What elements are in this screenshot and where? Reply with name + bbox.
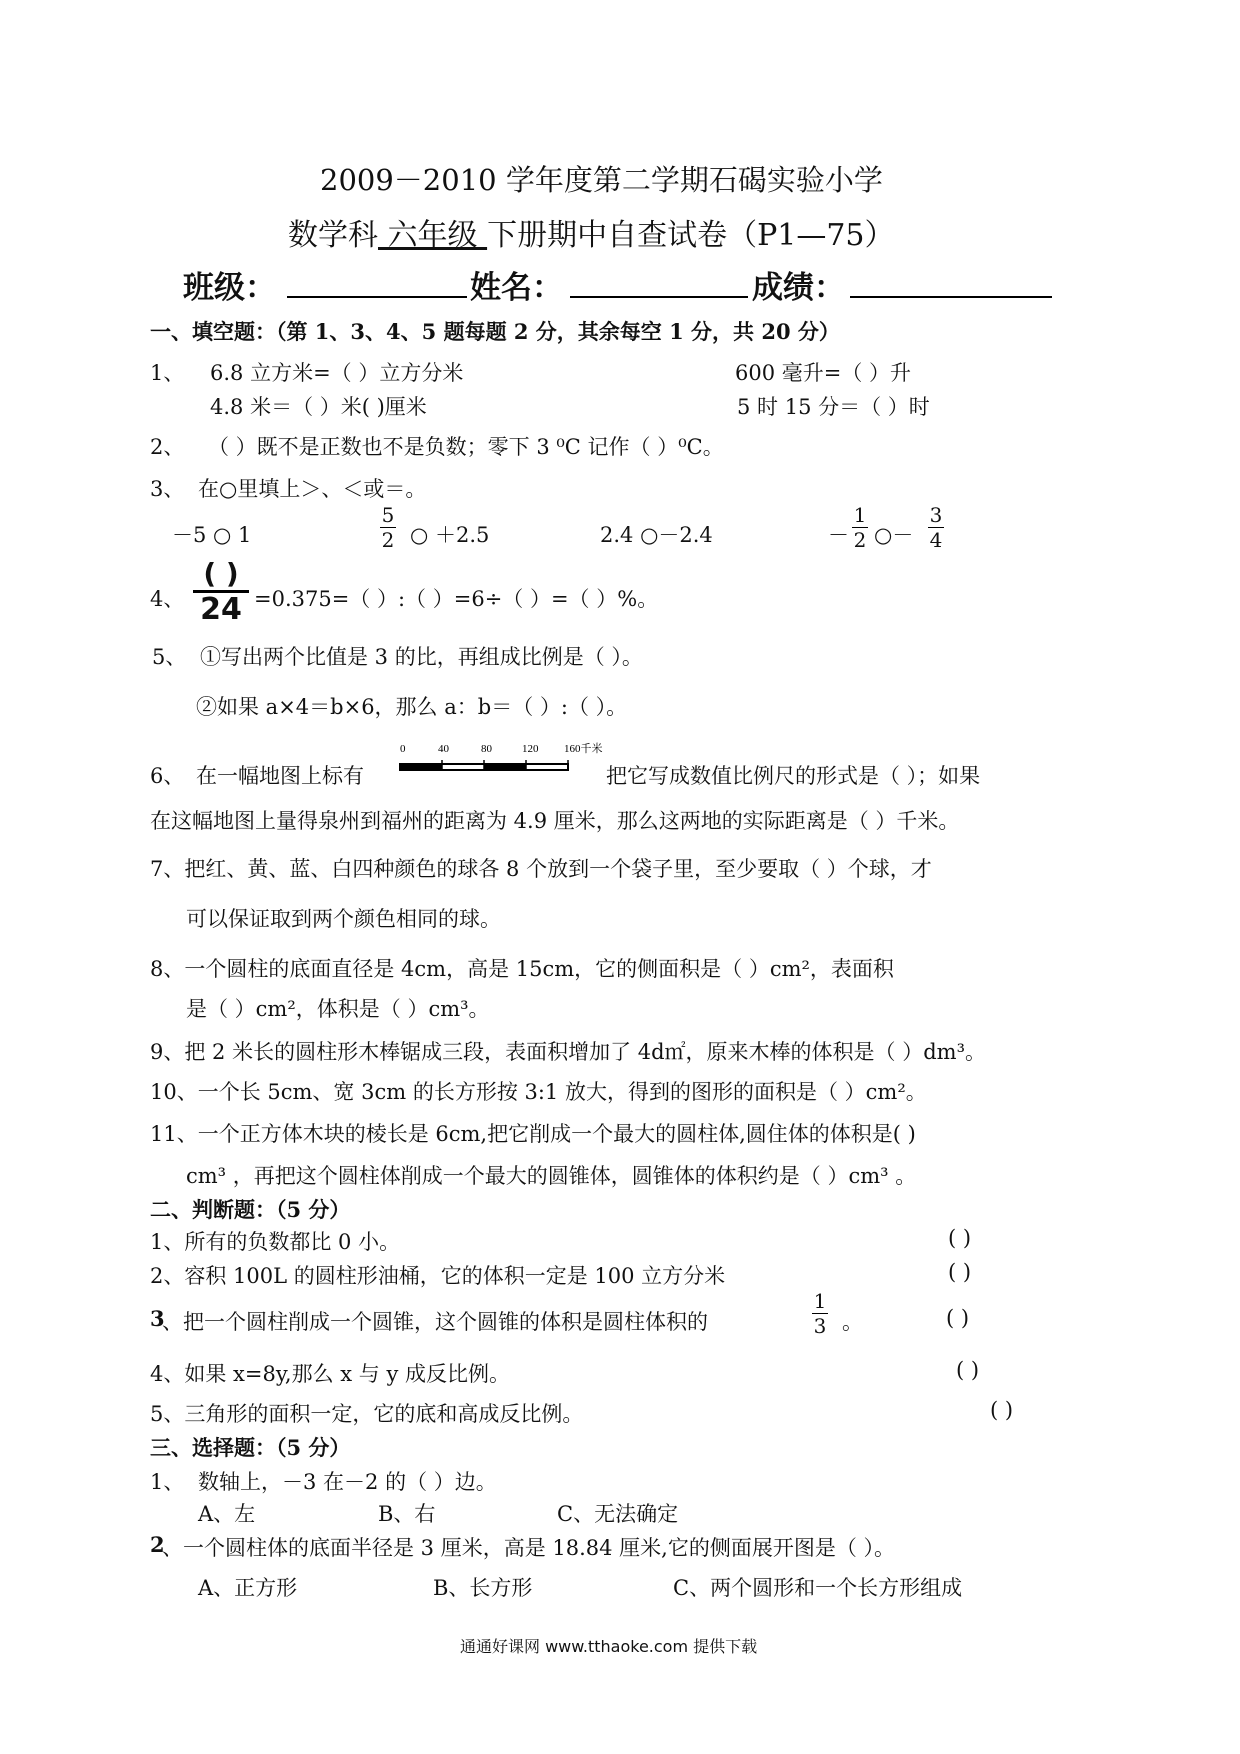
class-label: 班级： <box>183 270 276 306</box>
choice-q2-option-c[interactable]: C、两个圆形和一个长方形组成 <box>673 1576 963 1600</box>
svg-text:120: 120 <box>522 743 539 755</box>
section-1-heading: 一、填空题：（第 1、3、4、5 题每题 2 分，其余每空 1 分，共 20 分） <box>150 319 840 344</box>
q3-number: 3、 <box>150 477 185 501</box>
q6-text-c: 在这幅地图上量得泉州到福州的距离为 4.9 厘米，那么这两地的实际距离是（ ）千米。 <box>150 809 960 833</box>
choice-q1-option-b[interactable]: B、右 <box>378 1502 436 1526</box>
svg-text:160千米: 160千米 <box>564 743 603 755</box>
q9-text: 9、把 2 米长的圆柱形木棒锯成三段，表面积增加了 4d㎡，原来木棒的体积是（ ）dm³。 <box>150 1040 986 1064</box>
score-blank[interactable] <box>850 296 1052 298</box>
title-line-1: 2009－2010 学年度第二学期石碣实验小学 <box>320 163 883 197</box>
name-blank[interactable] <box>570 296 748 298</box>
q6-text-a: 在一幅地图上标有 <box>196 764 364 788</box>
q3-fraction-3-4: 3 4 <box>929 503 943 552</box>
title-exam: 下册期中自查试卷（P1—75） <box>487 218 895 253</box>
judge-q4: 4、如果 x=8y,那么 x 与 y 成反比例。 <box>150 1362 510 1386</box>
q10-text: 10、一个长 5cm、宽 3cm 的长方形按 3:1 放大，得到的图形的面积是（ ）cm²。 <box>150 1080 927 1104</box>
judge-q3-end: 。 <box>842 1310 863 1334</box>
q3-expr-3: 2.4 ○－2.4 <box>600 523 713 547</box>
q3-expr-4-sign: － <box>828 523 849 547</box>
q3-text: 在○里填上＞、＜或＝。 <box>198 477 427 501</box>
q4-fraction: ( ) 24 <box>193 560 249 625</box>
svg-text:80: 80 <box>481 743 492 755</box>
choice-q2-option-a[interactable]: A、正方形 <box>198 1576 298 1600</box>
choice-q1-option-c[interactable]: C、无法确定 <box>557 1502 679 1526</box>
q1-number: 1、 <box>150 361 185 385</box>
q3-expr-4-circle: ○－ <box>874 523 914 547</box>
svg-text:40: 40 <box>438 743 449 755</box>
q11-line-1: 11、一个正方体木块的棱长是 6cm,把它削成一个最大的圆柱体,圆住体的体积是( ) <box>150 1122 916 1146</box>
choice-q1: 数轴上，－3 在－2 的（ ）边。 <box>198 1470 497 1494</box>
judge-q3-number: 3 <box>150 1306 165 1331</box>
q8-line-1: 8、一个圆柱的底面直径是 4cm，高是 15cm，它的侧面积是（ ）cm²，表面积 <box>150 957 894 981</box>
q7-line-1: 7、把红、黄、蓝、白四种颜色的球各 8 个放到一个袋子里，至少要取（ ）个球，才 <box>150 857 932 881</box>
q1-part-d: 5 时 15 分＝（ ）时 <box>737 395 930 419</box>
title-subject: 数学科 <box>288 218 378 253</box>
q3-fraction-1-2: 1 2 <box>853 503 867 552</box>
q1-part-b: 600 毫升=（ ）升 <box>735 361 912 385</box>
q11-line-2: cm³ ，再把这个圆柱体削成一个最大的圆锥体，圆锥体的体积约是（ ）cm³ 。 <box>186 1164 917 1188</box>
q5-number: 5、 <box>152 645 187 669</box>
choice-q1-number: 1、 <box>150 1470 185 1494</box>
q1-part-a: 6.8 立方米=（ ）立方分米 <box>210 361 464 385</box>
q8-line-2: 是（ ）cm²，体积是（ ）cm³。 <box>186 997 490 1021</box>
q1-part-c: 4.8 米＝（ ）米( )厘米 <box>210 395 427 419</box>
footer-source: 通通好课网 www.tthaoke.com 提供下载 <box>460 1637 758 1656</box>
choice-q2-option-b[interactable]: B、长方形 <box>433 1576 533 1600</box>
judge-q2: 2、容积 100L 的圆柱形油桶，它的体积一定是 100 立方分米 <box>150 1264 726 1288</box>
q2-number: 2、 <box>150 435 185 459</box>
choice-q2-number: 2 <box>150 1532 165 1557</box>
map-scale-bar <box>398 738 603 780</box>
q4-number: 4、 <box>150 587 185 611</box>
section-3-heading: 三、选择题：（5 分） <box>150 1435 351 1460</box>
class-blank[interactable] <box>287 296 467 298</box>
judge-q3-fraction: 1 3 <box>813 1289 827 1338</box>
judge-q1: 1、所有的负数都比 0 小。 <box>150 1230 401 1254</box>
title-grade: 六年级 <box>378 218 488 253</box>
score-label: 成绩： <box>752 270 845 306</box>
judge-q3-answer[interactable]: ( ) <box>946 1306 970 1330</box>
q6-number: 6、 <box>150 764 185 788</box>
svg-text:0: 0 <box>400 743 406 755</box>
q4-text: =0.375=（ ）:（ ）=6÷（ ）=（ ）%。 <box>254 587 659 611</box>
choice-q2: 、一个圆柱体的底面半径是 3 厘米，高是 18.84 厘米,它的侧面展开图是（ ）。 <box>162 1536 896 1560</box>
judge-q5: 5、三角形的面积一定，它的底和高成反比例。 <box>150 1402 584 1426</box>
judge-q3: 、把一个圆柱削成一个圆锥，这个圆锥的体积是圆柱体积的 <box>162 1310 708 1334</box>
choice-q1-option-a[interactable]: A、左 <box>198 1502 256 1526</box>
name-label: 姓名： <box>470 270 563 306</box>
q6-text-b: 把它写成数值比例尺的形式是（ ）；如果 <box>606 764 981 788</box>
q7-line-2: 可以保证取到两个颜色相同的球。 <box>186 907 501 931</box>
q2-text: （ ）既不是正数也不是负数；零下 3 ⁰C 记作（ ）⁰C。 <box>208 435 724 459</box>
q3-expr-1: －5 ○ 1 <box>172 523 252 547</box>
q5-part-b: ②如果 a×4＝b×6，那么 a：b＝（ ）:（ ）。 <box>196 695 628 719</box>
section-2-heading: 二、判断题：（5 分） <box>150 1197 351 1222</box>
judge-q5-answer[interactable]: ( ) <box>990 1398 1014 1422</box>
q3-fraction-5-2: 5 2 <box>381 503 395 552</box>
q3-expr-2: ○ ＋2.5 <box>410 523 490 547</box>
judge-q2-answer[interactable]: ( ) <box>948 1260 972 1284</box>
judge-q4-answer[interactable]: ( ) <box>956 1358 980 1382</box>
q5-part-a: ①写出两个比值是 3 的比，再组成比例是（ ）。 <box>200 645 643 669</box>
title-line-2 <box>288 210 895 254</box>
judge-q1-answer[interactable]: ( ) <box>948 1226 972 1250</box>
